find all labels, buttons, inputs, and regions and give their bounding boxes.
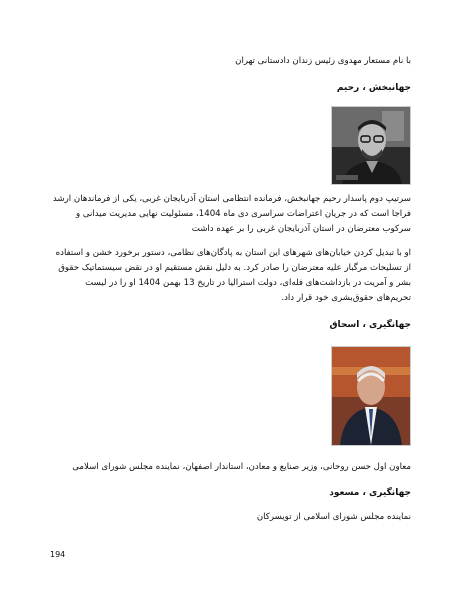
person2-description: معاون اول حسن روحانی، وزیر صنایع و معادن، استاندار اصفهان، نماینده مجلس شورای اسلامی [72, 462, 411, 472]
person2-photo [331, 346, 411, 446]
portrait-photo-icon [332, 347, 410, 445]
person1-name-heading: جهانبخش ، رحیم [336, 83, 411, 93]
person1-photo [331, 106, 411, 185]
page-number: 194 [50, 550, 66, 559]
person2-name-heading: جهانگیری ، اسحاق [329, 320, 411, 330]
portrait-photo-icon [332, 107, 410, 184]
person3-description: نماینده مجلس شورای اسلامی از تویسرکان [256, 512, 411, 522]
intro-line: با نام مستعار مهدوی رئیس زندان دادستانی تهران [235, 56, 411, 66]
person3-name-heading: جهانگیری ، مسعود [329, 488, 411, 498]
person1-paragraph-2: او با تبدیل کردن خیابان‌های شهرهای این استان به پادگان‌های نظامی، دستور برخورد خشن و استفاده از تسلیحات مرگبار علیه معترضان را صادر کرد. به دلیل نقش مستقیم او در نقض سیستماتیک حقوق بشر و آمریت در بازداشت‌های فله‌ای، دولت استرالیا در تاریخ 13 بهمن 1404 او را در لیست تحریم‌های حقوق‌بشری خود قرار داد. [55, 248, 411, 303]
person1-paragraph-1: سرتیپ دوم پاسدار رحیم جهانبخش، فرمانده انتظامی استان آذربایجان غربی، یکی از فرماندهان ارشد فراجا است که در جریان اعتراضات سراسری دی ماه 1404، مسئولیت نهایی مدیریت میدانی و سرکوب معترضان در استان آذربایجان غربی را بر عهده داشت [52, 194, 411, 234]
